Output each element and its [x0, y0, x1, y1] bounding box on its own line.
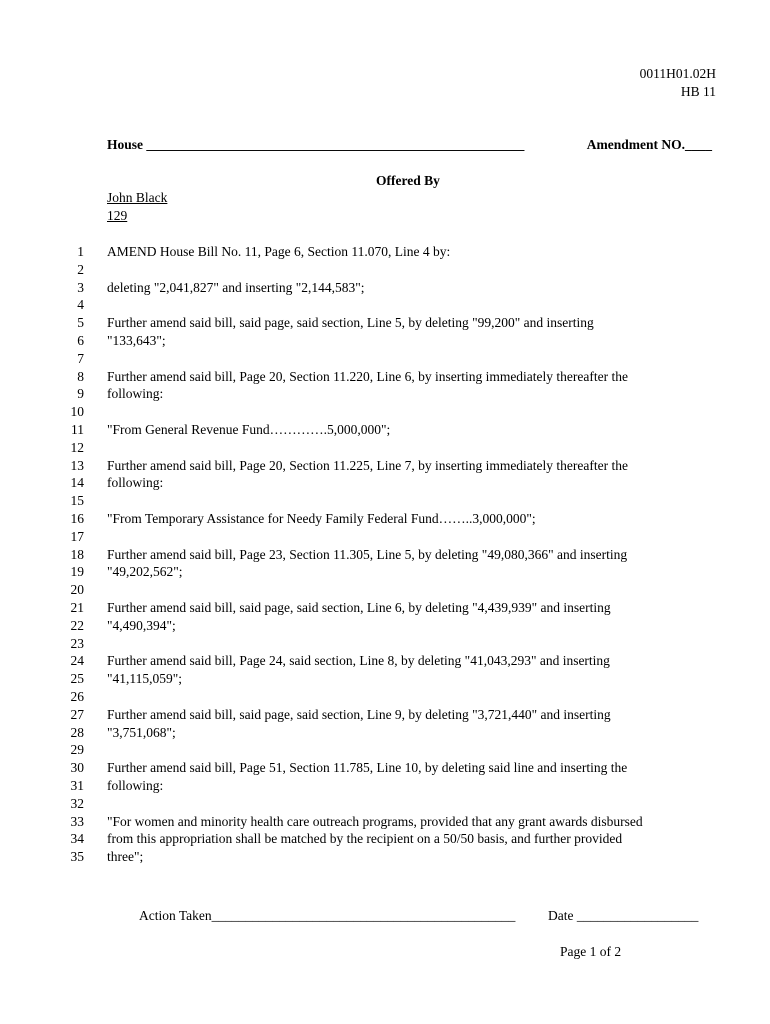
body-line: "For women and minority health care outreach programs, provided that any grant awards disbursed: [107, 813, 643, 829]
line-number: 25: [70, 671, 84, 687]
line-number: 31: [70, 778, 84, 793]
line-number: 20: [70, 582, 84, 598]
line-number: 4: [77, 297, 84, 313]
body-line: "133,643";: [107, 333, 166, 348]
action-taken-field: Action Taken_____________________________________________: [139, 908, 516, 923]
body-line: "3,751,068";: [107, 724, 176, 740]
line-number: 2: [77, 261, 84, 277]
line-number: 13: [70, 457, 84, 473]
body-line: "4,490,394";: [107, 617, 176, 633]
body-line: from this appropriation shall be matched by the recipient on a 50/50 basis, and further provided: [107, 831, 623, 847]
line-number: 12: [70, 439, 84, 455]
line-number: 33: [70, 813, 84, 829]
line-number: 6: [77, 333, 84, 348]
line-number: 5: [77, 315, 84, 331]
body-line: following:: [107, 778, 164, 793]
line-number: 28: [70, 724, 84, 740]
line-number: 32: [70, 795, 84, 811]
line-number: 17: [70, 528, 84, 544]
line-number: 1: [77, 244, 84, 259]
body-line: AMEND House Bill No. 11, Page 6, Section 11.070, Line 4 by:: [107, 244, 451, 259]
body-line: Further amend said bill, said page, said section, Line 6, by deleting "4,439,939" and inserting: [107, 600, 611, 615]
line-number: 21: [70, 600, 84, 615]
line-number: 11: [71, 422, 84, 437]
line-number: 7: [77, 350, 84, 366]
body-line: Further amend said bill, Page 24, said section, Line 8, by deleting "41,043,293" and inserting: [107, 653, 610, 669]
line-number: 16: [70, 511, 84, 526]
line-number: 9: [77, 386, 84, 402]
body-line: Further amend said bill, said page, said section, Line 9, by deleting "3,721,440" and inserting: [107, 706, 611, 722]
body-line: "From Temporary Assistance for Needy Family Federal Fund……..3,000,000";: [107, 511, 536, 526]
line-number: 14: [70, 475, 84, 491]
body-line: following:: [107, 475, 164, 491]
sponsor-name: John Black: [107, 190, 168, 205]
line-number: 22: [70, 617, 84, 633]
line-number: 18: [70, 546, 84, 562]
line-number: 34: [70, 831, 84, 847]
body-line: Further amend said bill, Page 20, Section 11.220, Line 6, by inserting immediately thereafter the: [107, 368, 628, 384]
body-line: following:: [107, 386, 164, 402]
line-number: 10: [70, 404, 84, 420]
line-number: 24: [70, 653, 84, 669]
body-line: Further amend said bill, Page 23, Section 11.305, Line 5, by deleting "49,080,366" and inserting: [107, 546, 628, 562]
sponsor-district: 129: [107, 208, 128, 223]
line-number: 30: [70, 760, 84, 776]
amendment-number-label: Amendment NO.____: [586, 137, 712, 152]
line-number: 27: [70, 706, 84, 722]
body-line: three";: [107, 849, 144, 865]
body-line: Further amend said bill, said page, said section, Line 5, by deleting "99,200" and inserting: [107, 315, 594, 331]
line-number: 15: [70, 493, 84, 509]
body-line: Further amend said bill, Page 20, Section 11.225, Line 7, by inserting immediately thereafter the: [107, 457, 628, 473]
offered-by-heading: Offered By: [376, 173, 440, 188]
page-number: Page 1 of 2: [560, 944, 622, 959]
line-number: 3: [77, 279, 84, 295]
body-line: "49,202,562";: [107, 564, 183, 580]
house-field-label: House ________________________________________________________: [107, 137, 525, 152]
line-number: 29: [70, 742, 84, 758]
body-line: deleting "2,041,827" and inserting "2,144,583";: [107, 279, 365, 295]
body-line: "41,115,059";: [107, 671, 183, 687]
line-number: 8: [77, 368, 84, 384]
line-number: 26: [70, 689, 84, 704]
bill-number: HB 11: [680, 84, 716, 99]
body-line: Further amend said bill, Page 51, Section 11.785, Line 10, by deleting said line and inserting the: [107, 760, 628, 776]
date-field: Date __________________: [548, 908, 699, 923]
body-line: "From General Revenue Fund………….5,000,000";: [107, 422, 391, 437]
line-number: 19: [70, 564, 84, 580]
line-number: 23: [70, 635, 84, 651]
line-number: 35: [70, 849, 84, 865]
document-code: 0011H01.02H: [639, 66, 716, 81]
